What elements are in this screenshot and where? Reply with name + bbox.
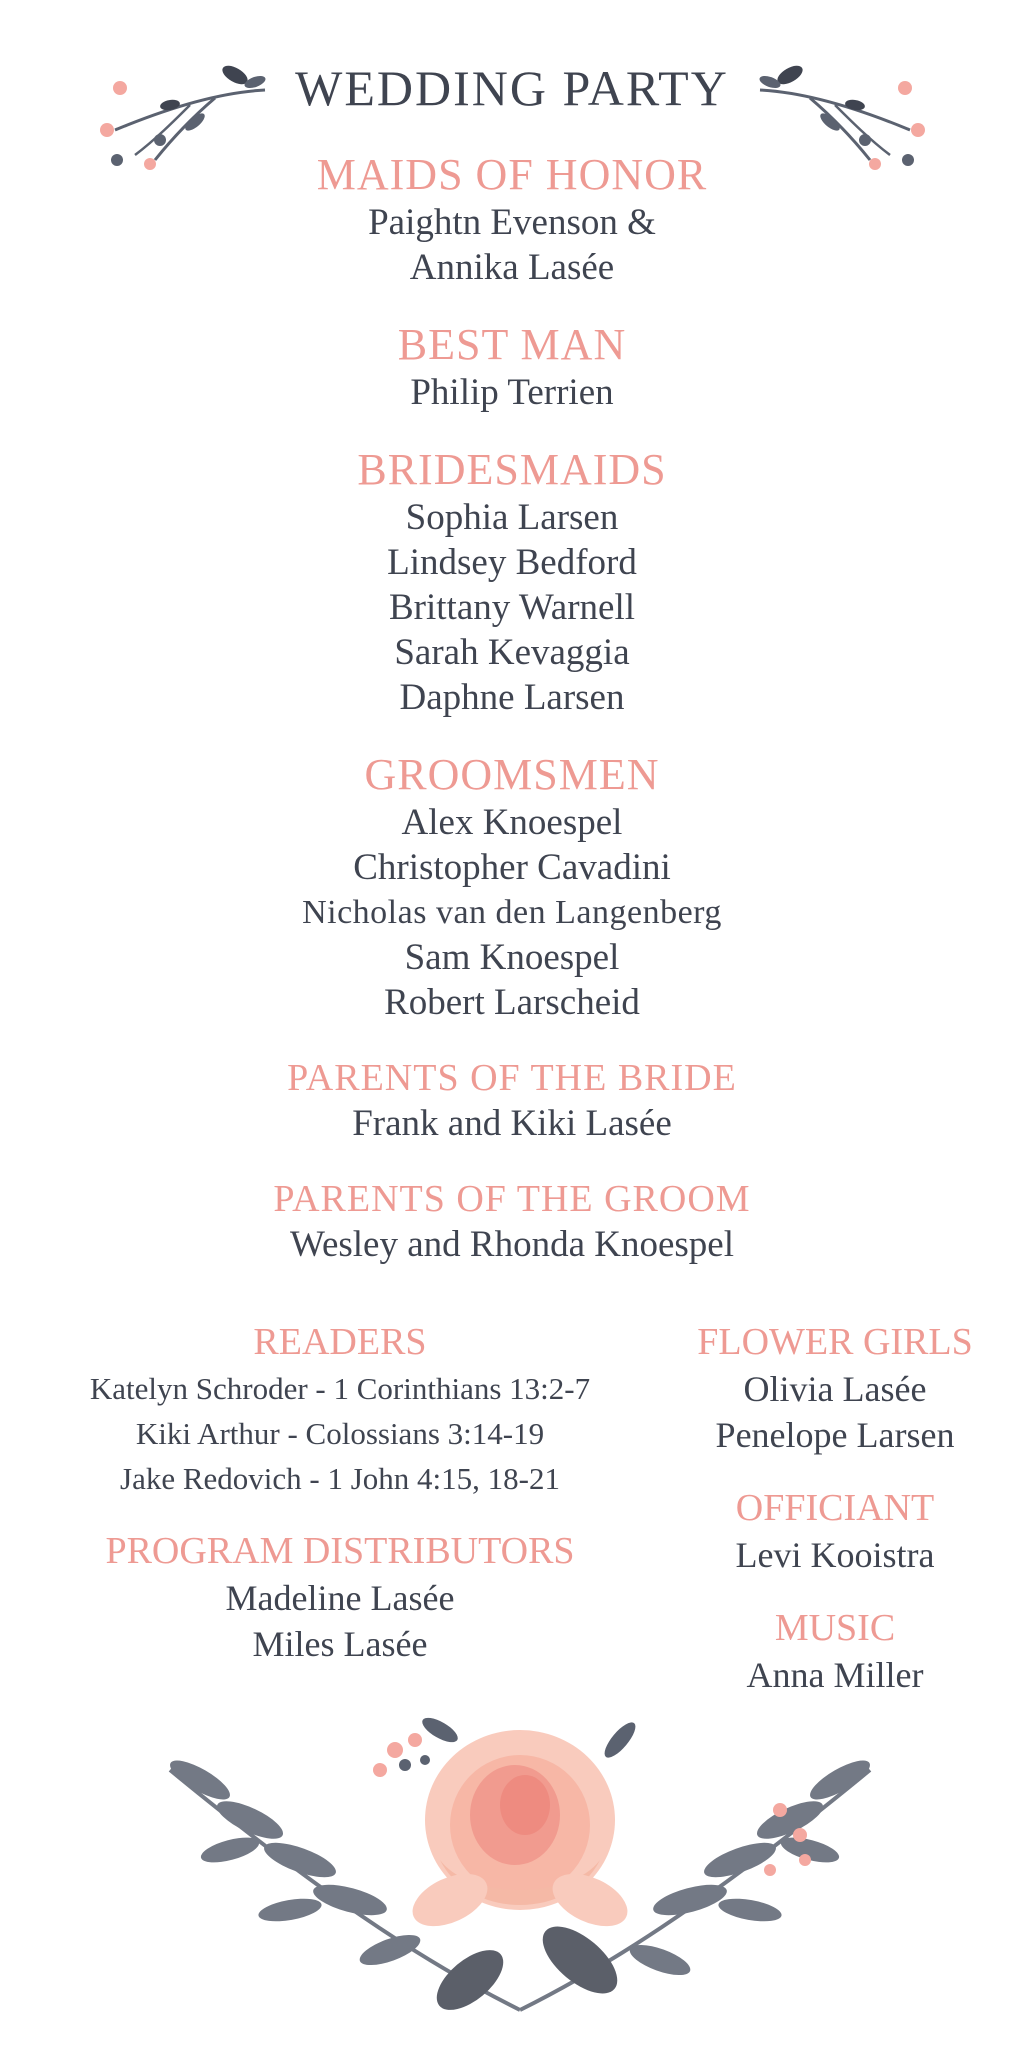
member-name: Anna Miller bbox=[746, 1655, 924, 1695]
section-heading: BEST MAN bbox=[397, 320, 627, 369]
music-section bbox=[670, 1604, 1000, 1698]
member-name: Levi Kooistra bbox=[735, 1535, 935, 1575]
member-name: Olivia Lasée bbox=[743, 1369, 927, 1409]
flower-girls-section bbox=[670, 1318, 1000, 1458]
parents-of-bride-section bbox=[0, 1055, 1024, 1146]
officiant-section bbox=[670, 1484, 1000, 1578]
section-heading: PARENTS OF THE BRIDE bbox=[287, 1057, 737, 1099]
best-man-section bbox=[0, 320, 1024, 415]
section-heading: PARENTS OF THE GROOM bbox=[273, 1178, 751, 1220]
member-name: Madeline Lasée bbox=[225, 1578, 455, 1618]
member-name: Frank and Kiki Lasée bbox=[352, 1103, 672, 1144]
member-name: Miles Lasée bbox=[252, 1624, 428, 1664]
program-distributors-section bbox=[20, 1527, 660, 1667]
member-name: Jake Redovich - 1 John 4:15, 18-21 bbox=[120, 1461, 560, 1496]
member-name: Christopher Cavadini bbox=[353, 847, 671, 888]
section-heading: READERS bbox=[253, 1321, 427, 1363]
bridesmaids-section bbox=[0, 445, 1024, 720]
section-heading: OFFICIANT bbox=[735, 1487, 935, 1529]
section-heading: GROOMSMEN bbox=[364, 750, 660, 799]
member-name: Nicholas van den Langenberg bbox=[302, 894, 722, 931]
section-heading: BRIDESMAIDS bbox=[357, 445, 667, 494]
member-name: Sophia Larsen bbox=[405, 497, 619, 538]
member-name: Kiki Arthur - Colossians 3:14-19 bbox=[135, 1416, 545, 1451]
member-name: Sarah Kevaggia bbox=[394, 632, 630, 673]
header bbox=[0, 58, 1024, 128]
member-name: Paightn Evenson & bbox=[368, 202, 656, 243]
member-name: Penelope Larsen bbox=[715, 1415, 955, 1455]
member-name: Sam Knoespel bbox=[404, 937, 620, 978]
member-name: Brittany Warnell bbox=[388, 587, 636, 628]
member-name: Robert Larscheid bbox=[384, 982, 640, 1023]
member-name: Wesley and Rhonda Knoespel bbox=[290, 1224, 734, 1265]
section-heading: FLOWER GIRLS bbox=[697, 1321, 973, 1363]
parents-of-groom-section bbox=[0, 1176, 1024, 1267]
member-name: Alex Knoespel bbox=[401, 802, 623, 843]
member-name: Lindsey Bedford bbox=[387, 542, 637, 583]
left-column bbox=[20, 1318, 660, 1693]
section-heading: PROGRAM DISTRIBUTORS bbox=[105, 1530, 575, 1572]
maids-of-honor-section bbox=[0, 150, 1024, 290]
member-name: Daphne Larsen bbox=[399, 677, 625, 718]
groomsmen-section bbox=[0, 750, 1024, 1025]
right-column bbox=[670, 1318, 1000, 1724]
section-heading: MAIDS OF HONOR bbox=[316, 150, 708, 199]
section-heading: MUSIC bbox=[774, 1607, 896, 1649]
member-name: Katelyn Schroder - 1 Corinthians 13:2-7 bbox=[89, 1371, 591, 1406]
page-title: WEDDING PARTY bbox=[295, 60, 729, 116]
main-roles bbox=[0, 150, 1024, 1297]
member-name: Annika Lasée bbox=[409, 247, 615, 288]
readers-section bbox=[20, 1318, 660, 1501]
watercolor-bouquet-icon bbox=[140, 1710, 900, 2040]
member-name: Philip Terrien bbox=[410, 372, 614, 413]
